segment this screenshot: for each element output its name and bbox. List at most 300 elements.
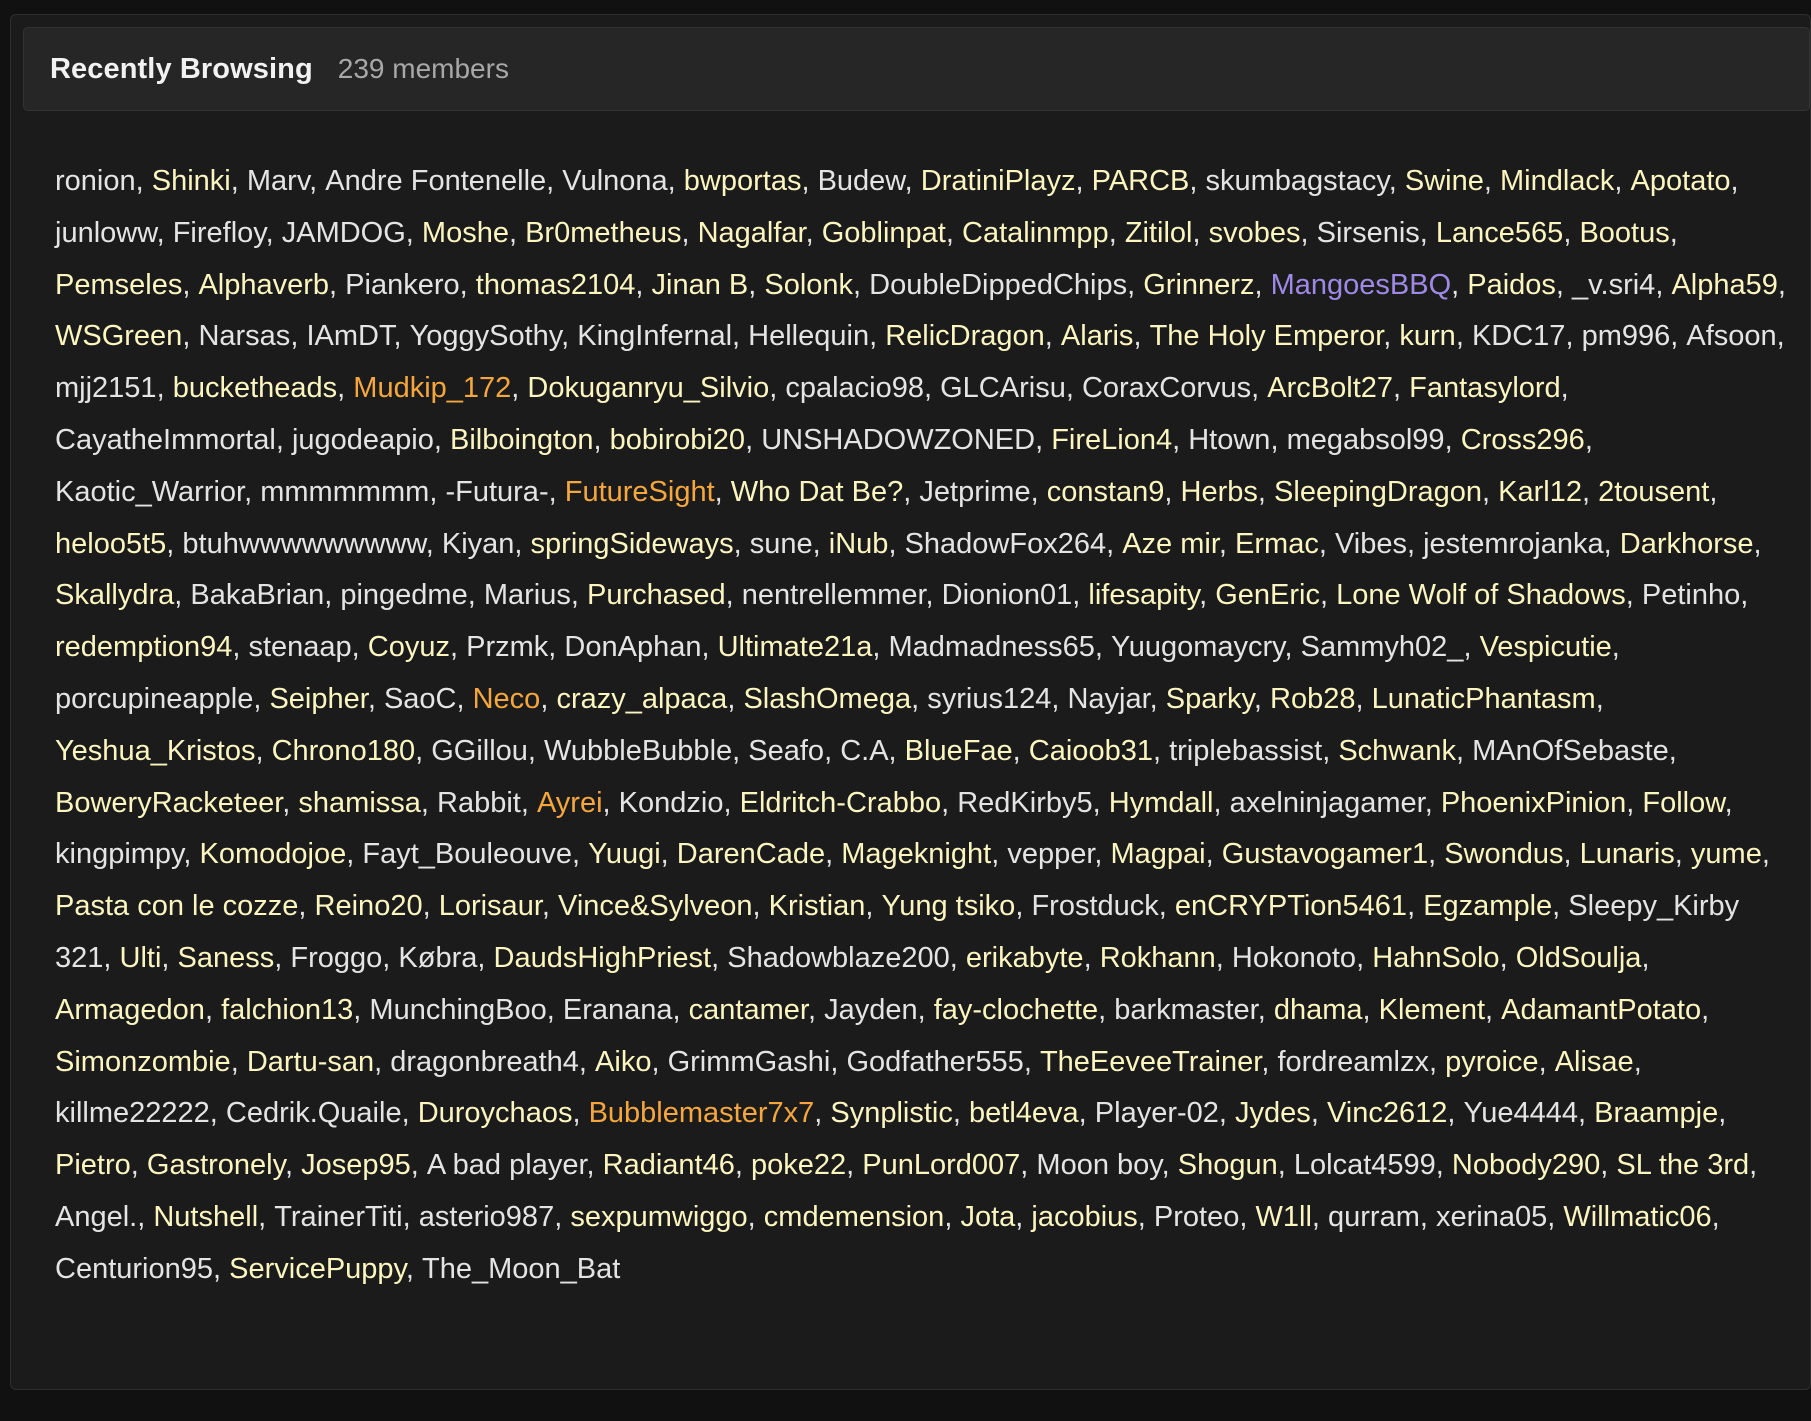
- member-link[interactable]: Jetprime: [919, 475, 1031, 508]
- member-link[interactable]: syrius124: [927, 682, 1052, 715]
- member-list-item: [562, 165, 683, 197]
- member-link[interactable]: Gustavogamer1: [1221, 838, 1429, 871]
- member-list-item: [1267, 372, 1409, 404]
- member-link[interactable]: Cedrik.Quaile: [225, 1097, 402, 1130]
- member-link[interactable]: triplebassist: [1169, 734, 1323, 767]
- member-link[interactable]: Przmk: [466, 631, 549, 664]
- member-link[interactable]: Duroychaos: [417, 1097, 573, 1130]
- member-link[interactable]: Seafo: [748, 734, 825, 767]
- member-link[interactable]: MAnOfSebaste: [1472, 734, 1669, 767]
- member-link[interactable]: Nagalfar: [697, 216, 806, 249]
- member-link[interactable]: Paidos: [1467, 268, 1556, 301]
- member-link[interactable]: Karl12: [1498, 475, 1582, 508]
- member-link[interactable]: The Holy Emperor: [1149, 320, 1384, 353]
- member-link[interactable]: Pemseles: [55, 268, 183, 301]
- member-link[interactable]: Mageknight: [841, 838, 992, 871]
- member-link[interactable]: xerina05: [1436, 1200, 1548, 1233]
- member-link[interactable]: Bootus: [1579, 216, 1670, 249]
- member-link[interactable]: Dionion01: [941, 579, 1073, 612]
- member-link[interactable]: Nutshell: [153, 1200, 259, 1233]
- member-link[interactable]: Swine: [1404, 165, 1484, 197]
- member-link[interactable]: Klement: [1378, 993, 1486, 1026]
- member-link[interactable]: poke22: [750, 1149, 847, 1182]
- member-link[interactable]: Br0metheus: [525, 216, 682, 249]
- member-link[interactable]: GLCArisu: [940, 372, 1066, 405]
- separator: ,: [265, 216, 282, 249]
- member-link[interactable]: ServicePuppy: [229, 1252, 406, 1285]
- member-link[interactable]: skumbagstacy: [1205, 165, 1389, 197]
- member-link[interactable]: RedKirby5: [957, 786, 1093, 819]
- separator: ,: [1164, 475, 1181, 508]
- member-link[interactable]: W1ll: [1255, 1200, 1312, 1233]
- member-list-item: [445, 476, 564, 508]
- member-link[interactable]: PARCB: [1091, 165, 1190, 197]
- member-link[interactable]: YoggySothy: [409, 320, 562, 353]
- member-link[interactable]: MunchingBoo: [369, 993, 547, 1026]
- member-link[interactable]: pyroice: [1445, 1045, 1539, 1078]
- member-link[interactable]: barkmaster: [1114, 993, 1258, 1026]
- member-link[interactable]: Madmadness65: [888, 631, 1095, 664]
- member-link[interactable]: Saness: [177, 941, 275, 974]
- member-link[interactable]: Vibes: [1334, 527, 1407, 560]
- member-link[interactable]: Cross296: [1460, 423, 1585, 456]
- member-list-item: [272, 735, 432, 767]
- member-link[interactable]: A bad player: [426, 1149, 587, 1182]
- separator: ,: [1424, 786, 1441, 819]
- member-link[interactable]: KingInfernal: [577, 320, 733, 353]
- member-link[interactable]: Pietro: [55, 1149, 131, 1182]
- member-link[interactable]: Shadowblaze200: [727, 941, 950, 974]
- member-link[interactable]: Radiant46: [602, 1149, 735, 1182]
- member-link[interactable]: Reino20: [314, 890, 423, 923]
- member-link[interactable]: Jinan B: [651, 268, 749, 301]
- separator: ,: [711, 941, 728, 974]
- member-link[interactable]: Follow: [1642, 786, 1725, 819]
- member-link[interactable]: Sparky: [1165, 682, 1254, 715]
- member-list-item: [1188, 424, 1286, 456]
- member-link[interactable]: Vinc2612: [1326, 1097, 1448, 1130]
- member-link[interactable]: Catalinmpp: [962, 216, 1109, 249]
- member-link[interactable]: MangoesBBQ: [1270, 268, 1452, 301]
- member-link[interactable]: Rob28: [1270, 682, 1356, 715]
- member-link[interactable]: Lunaris: [1579, 838, 1675, 871]
- member-link[interactable]: falchion13: [221, 993, 354, 1026]
- separator: ,: [244, 475, 261, 508]
- member-list-item: [427, 1149, 603, 1181]
- member-link[interactable]: SlashOmega: [743, 682, 912, 715]
- member-link[interactable]: Proteo: [1153, 1200, 1240, 1233]
- member-link[interactable]: Bubblemaster7x7: [588, 1097, 815, 1130]
- member-link[interactable]: CayatheImmortal: [55, 423, 276, 456]
- member-link[interactable]: Willmatic06: [1563, 1200, 1712, 1233]
- member-link[interactable]: Alpha59: [1671, 268, 1778, 301]
- member-link[interactable]: 2tousent: [1598, 475, 1710, 508]
- separator: ,: [511, 372, 528, 405]
- separator: ,: [1108, 216, 1125, 249]
- member-link[interactable]: Godfather555: [846, 1045, 1024, 1078]
- member-list-item: [369, 994, 562, 1026]
- member-link[interactable]: DaudsHighPriest: [493, 941, 712, 974]
- member-link[interactable]: lifesapity: [1088, 579, 1200, 612]
- member-list-item: [274, 1201, 419, 1233]
- member-link[interactable]: Aze mir: [1122, 527, 1219, 560]
- member-link[interactable]: Eldritch-Crabbo: [739, 786, 942, 819]
- separator: ,: [1670, 320, 1687, 353]
- member-link[interactable]: Zitilol: [1124, 216, 1193, 249]
- member-link[interactable]: pingedme: [340, 579, 468, 612]
- member-link[interactable]: LunaticPhantasm: [1371, 682, 1596, 715]
- member-link[interactable]: Swondus: [1444, 838, 1564, 871]
- member-link[interactable]: Sammyh02_: [1300, 631, 1464, 664]
- member-link[interactable]: Hokonoto: [1231, 941, 1357, 974]
- member-link[interactable]: Komodojoe: [199, 838, 347, 871]
- separator: ,: [872, 631, 889, 664]
- member-link[interactable]: Lolcat4599: [1293, 1149, 1436, 1182]
- member-link[interactable]: springSideways: [530, 527, 734, 560]
- member-link[interactable]: Josep95: [301, 1149, 411, 1182]
- member-list-item: [1463, 1097, 1594, 1129]
- member-link[interactable]: _v.sri4: [1572, 268, 1656, 301]
- member-link[interactable]: killme22222: [55, 1097, 210, 1130]
- member-list-item: [1109, 787, 1230, 819]
- member-link[interactable]: axelninjagamer: [1229, 786, 1425, 819]
- separator: ,: [1711, 1200, 1720, 1233]
- member-link[interactable]: PhoenixPinion: [1440, 786, 1627, 819]
- member-link[interactable]: Mudkip_172: [353, 372, 512, 405]
- member-link[interactable]: iNub: [828, 527, 889, 560]
- member-link[interactable]: Narsas: [198, 320, 291, 353]
- member-link[interactable]: ronion: [55, 165, 136, 197]
- member-link[interactable]: ArcBolt27: [1267, 372, 1394, 405]
- member-link[interactable]: Dartu-san: [246, 1045, 375, 1078]
- member-link[interactable]: C.A: [840, 734, 889, 767]
- member-link[interactable]: WSGreen: [55, 320, 183, 353]
- member-link[interactable]: Lance565: [1435, 216, 1564, 249]
- member-link[interactable]: Kiyan: [441, 527, 515, 560]
- member-link[interactable]: Jydes: [1235, 1097, 1311, 1130]
- member-list-item: [1051, 424, 1188, 456]
- member-link[interactable]: Vespicutie: [1479, 631, 1612, 664]
- member-link[interactable]: Mindlack: [1499, 165, 1615, 197]
- member-link[interactable]: junloww: [55, 216, 157, 249]
- member-link[interactable]: mjj2151: [55, 372, 157, 405]
- member-link[interactable]: enCRYPTion5461: [1174, 890, 1408, 923]
- member-link[interactable]: fay-clochette: [933, 993, 1099, 1026]
- member-link[interactable]: Moon boy: [1036, 1149, 1162, 1182]
- member-link[interactable]: yume: [1690, 838, 1762, 871]
- member-link[interactable]: RelicDragon: [885, 320, 1045, 353]
- member-link[interactable]: bwportas: [683, 165, 802, 197]
- member-link[interactable]: Armagedon: [55, 993, 205, 1026]
- separator: ,: [450, 631, 467, 664]
- member-link[interactable]: AdamantPotato: [1501, 993, 1702, 1026]
- member-link[interactable]: Ermac: [1235, 527, 1319, 560]
- member-list-item: [1480, 631, 1620, 663]
- member-link[interactable]: Goblinpat: [821, 216, 946, 249]
- member-link[interactable]: Lone Wolf of Shadows: [1336, 579, 1626, 612]
- member-link[interactable]: sexpumwiggo: [570, 1200, 748, 1233]
- member-link[interactable]: Yuugomaycry: [1110, 631, 1285, 664]
- member-link[interactable]: Coyuz: [367, 631, 450, 664]
- member-link[interactable]: mmmmmmm: [260, 475, 430, 508]
- member-link[interactable]: Pasta con le cozze: [55, 890, 299, 923]
- member-link[interactable]: cpalacio98: [785, 372, 924, 405]
- member-link[interactable]: Firefloy: [172, 216, 266, 249]
- member-link[interactable]: Yeshua_Kristos: [55, 734, 256, 767]
- member-link[interactable]: GrimmGashi: [667, 1045, 831, 1078]
- member-list-item: [398, 942, 493, 974]
- member-link[interactable]: jestemrojanka: [1423, 527, 1604, 560]
- member-link[interactable]: Braampje: [1594, 1097, 1719, 1130]
- member-list-item: [537, 787, 619, 819]
- member-link[interactable]: Chrono180: [271, 734, 416, 767]
- member-link[interactable]: Yung tsiko: [881, 890, 1016, 923]
- separator: ,: [917, 993, 934, 1026]
- member-link[interactable]: Vulnona: [562, 165, 668, 197]
- member-list-item: [1598, 476, 1717, 508]
- separator: ,: [230, 1045, 247, 1078]
- member-link[interactable]: KDC17: [1471, 320, 1566, 353]
- separator: ,: [1565, 320, 1582, 353]
- member-link[interactable]: vepper: [1007, 838, 1095, 871]
- member-link[interactable]: heloo5t5: [55, 527, 167, 560]
- separator: ,: [1749, 1149, 1758, 1182]
- member-link[interactable]: Sleepy_Kirby 321: [55, 890, 1740, 974]
- member-link[interactable]: Fantasylord: [1409, 372, 1561, 405]
- member-link[interactable]: dhama: [1273, 993, 1363, 1026]
- member-link[interactable]: Marv: [246, 165, 310, 197]
- member-link[interactable]: Htown: [1188, 423, 1271, 456]
- member-list-item: [1409, 372, 1569, 404]
- member-link[interactable]: Hymdall: [1108, 786, 1214, 819]
- member-link[interactable]: PunLord007: [862, 1149, 1021, 1182]
- separator: ,: [1626, 786, 1643, 819]
- member-link[interactable]: BakaBrian: [190, 579, 325, 612]
- member-link[interactable]: pm996: [1581, 320, 1671, 353]
- member-link[interactable]: SleepingDragon: [1274, 475, 1483, 508]
- member-link[interactable]: FireLion4: [1051, 423, 1173, 456]
- member-link[interactable]: bobirobi20: [609, 423, 746, 456]
- member-link[interactable]: Ulti: [119, 941, 162, 974]
- member-link[interactable]: Aiko: [595, 1045, 652, 1078]
- member-link[interactable]: UNSHADOWZONED: [761, 423, 1036, 456]
- member-link[interactable]: BlueFae: [904, 734, 1013, 767]
- member-link[interactable]: Fayt_Bouleouve: [362, 838, 572, 871]
- member-link[interactable]: Rabbit: [437, 786, 521, 819]
- member-list-item: [1579, 217, 1677, 249]
- member-link[interactable]: redemption94: [55, 631, 233, 664]
- member-link[interactable]: HahnSolo: [1372, 941, 1500, 974]
- member-link[interactable]: cmdemension: [763, 1200, 945, 1233]
- member-link[interactable]: Centurion95: [55, 1252, 213, 1285]
- separator: ,: [425, 527, 442, 560]
- separator: ,: [459, 268, 476, 301]
- member-link[interactable]: DratiniPlayz: [920, 165, 1076, 197]
- member-list-item: [315, 890, 439, 922]
- member-link[interactable]: IAmDT: [306, 320, 394, 353]
- member-link[interactable]: The_Moon_Bat: [422, 1252, 621, 1285]
- member-link[interactable]: DonAphan: [564, 631, 702, 664]
- member-link[interactable]: Grinnerz: [1143, 268, 1255, 301]
- member-link[interactable]: Solonk: [764, 268, 854, 301]
- member-link[interactable]: fordreamlzx: [1277, 1045, 1429, 1078]
- member-link[interactable]: Kaotic_Warrior: [55, 475, 245, 508]
- member-list-item: [1294, 1149, 1452, 1181]
- member-link[interactable]: Froggo: [290, 941, 383, 974]
- member-link[interactable]: kingpimpy: [55, 838, 184, 871]
- member-list-item: [1111, 838, 1222, 870]
- member-link[interactable]: Egzample: [1423, 890, 1553, 923]
- member-link[interactable]: jacobius: [1031, 1200, 1138, 1233]
- member-link[interactable]: Petinho: [1641, 579, 1741, 612]
- member-link[interactable]: Moshe: [421, 216, 509, 249]
- member-link[interactable]: Hellequin: [748, 320, 870, 353]
- separator: ,: [748, 268, 765, 301]
- separator: ,: [130, 1149, 147, 1182]
- member-link[interactable]: BoweryRacketeer: [55, 786, 283, 819]
- member-link[interactable]: OldSoulja: [1515, 941, 1642, 974]
- member-link[interactable]: Alisae: [1554, 1045, 1634, 1078]
- member-list-item: [570, 1201, 763, 1233]
- member-list-item: [824, 994, 934, 1026]
- member-link[interactable]: sune: [749, 527, 813, 560]
- member-link[interactable]: nentrellemmer: [741, 579, 926, 612]
- member-link[interactable]: Yue4444: [1463, 1097, 1578, 1130]
- member-link[interactable]: Magpai: [1110, 838, 1206, 871]
- member-list-item: [1007, 838, 1110, 870]
- separator: ,: [925, 579, 942, 612]
- member-link[interactable]: cantamer: [688, 993, 808, 1026]
- member-link[interactable]: dragonbreath4: [390, 1045, 579, 1078]
- separator: ,: [1035, 423, 1052, 456]
- member-link[interactable]: Kondzio: [618, 786, 724, 819]
- member-link[interactable]: Vince&Sylveon: [558, 890, 753, 923]
- separator: ,: [1253, 682, 1271, 715]
- member-link[interactable]: Angel.: [55, 1200, 138, 1233]
- member-link[interactable]: Alaris: [1060, 320, 1134, 353]
- member-link[interactable]: Jayden: [824, 993, 918, 1026]
- member-link[interactable]: megabsol99: [1286, 423, 1445, 456]
- member-link[interactable]: JAMDOG: [281, 216, 406, 249]
- member-link[interactable]: SaoC: [383, 682, 457, 715]
- member-link[interactable]: Afsoon: [1686, 320, 1777, 353]
- member-link[interactable]: Ultimate21a: [717, 631, 873, 664]
- member-link[interactable]: svobes: [1208, 216, 1301, 249]
- member-list-item: [761, 424, 1051, 456]
- member-link[interactable]: btuhwwwwwwwww: [182, 527, 426, 560]
- member-link[interactable]: Rokhann: [1099, 941, 1216, 974]
- member-list-item: [55, 476, 260, 508]
- member-link[interactable]: Caioob31: [1028, 734, 1153, 767]
- member-list-item: [1274, 994, 1379, 1026]
- member-link[interactable]: DarenCade: [676, 838, 826, 871]
- member-list-item: [785, 372, 940, 404]
- member-link[interactable]: CoraxCorvus: [1081, 372, 1252, 405]
- member-link[interactable]: Sirsenis: [1316, 216, 1420, 249]
- member-link[interactable]: erikabyte: [965, 941, 1084, 974]
- member-list-item: [152, 165, 247, 197]
- member-list-item: [1501, 994, 1709, 1026]
- member-link[interactable]: Købra: [398, 941, 478, 974]
- member-link[interactable]: Who Dat Be?: [730, 475, 904, 508]
- member-link[interactable]: Budew: [817, 165, 905, 197]
- member-link[interactable]: crazy_alpaca: [556, 682, 728, 715]
- member-link[interactable]: Player-02: [1094, 1097, 1219, 1130]
- member-link[interactable]: jugodeapio: [291, 423, 434, 456]
- member-link[interactable]: Gastronely: [146, 1149, 285, 1182]
- member-link[interactable]: WubbleBubble: [544, 734, 733, 767]
- member-link[interactable]: Apotato: [1630, 165, 1731, 197]
- member-link[interactable]: Marius: [483, 579, 571, 612]
- member-link[interactable]: porcupineapple: [55, 682, 254, 715]
- separator: ,: [1388, 165, 1405, 197]
- member-link[interactable]: DoubleDippedChips: [869, 268, 1128, 301]
- member-link[interactable]: Jota: [960, 1200, 1016, 1233]
- member-link[interactable]: Skallydra: [55, 579, 175, 612]
- member-link[interactable]: GenEric: [1215, 579, 1320, 612]
- member-link[interactable]: ShadowFox264: [904, 527, 1107, 560]
- member-link[interactable]: Yuugi: [588, 838, 661, 871]
- member-link[interactable]: Andre Fontenelle: [325, 165, 547, 197]
- member-link[interactable]: Ayrei: [536, 786, 603, 819]
- member-link[interactable]: shamissa: [298, 786, 421, 819]
- member-link[interactable]: kurn: [1399, 320, 1456, 353]
- member-link[interactable]: -Futura-: [445, 475, 549, 508]
- member-link[interactable]: Frostduck: [1031, 890, 1159, 923]
- member-link[interactable]: Lorisaur: [438, 890, 542, 923]
- member-link[interactable]: Nobody290: [1451, 1149, 1601, 1182]
- member-link[interactable]: Synplistic: [830, 1097, 953, 1130]
- member-link[interactable]: Darkhorse: [1619, 527, 1754, 560]
- member-link[interactable]: Simonzombie: [55, 1045, 231, 1078]
- member-link[interactable]: asterio987: [418, 1200, 555, 1233]
- member-link[interactable]: Neco: [472, 682, 541, 715]
- member-link[interactable]: Shogun: [1177, 1149, 1278, 1182]
- member-link[interactable]: FutureSight: [564, 475, 715, 508]
- member-link[interactable]: Shinki: [151, 165, 231, 197]
- member-link[interactable]: Seipher: [269, 682, 368, 715]
- member-link[interactable]: thomas2104: [475, 268, 636, 301]
- member-link[interactable]: bucketheads: [172, 372, 338, 405]
- member-link[interactable]: qurram: [1328, 1200, 1420, 1233]
- member-link[interactable]: Kristian: [768, 890, 866, 923]
- member-link[interactable]: TrainerTiti: [274, 1200, 403, 1233]
- member-link[interactable]: Eranana: [562, 993, 673, 1026]
- member-link[interactable]: constan9: [1046, 475, 1165, 508]
- member-link[interactable]: betl4eva: [969, 1097, 1079, 1130]
- member-link[interactable]: Piankero: [345, 268, 460, 301]
- member-link[interactable]: Purchased: [586, 579, 726, 612]
- member-link[interactable]: stenaap: [248, 631, 352, 664]
- separator: ,: [161, 941, 178, 974]
- member-list-item: [882, 890, 1032, 922]
- separator: ,: [1094, 631, 1111, 664]
- member-link[interactable]: Alphaverb: [198, 268, 330, 301]
- member-list-item: [764, 1201, 961, 1233]
- member-link[interactable]: Dokuganryu_Silvio: [527, 372, 770, 405]
- member-link[interactable]: TheEeveeTrainer: [1039, 1045, 1262, 1078]
- separator: ,: [1419, 216, 1436, 249]
- member-link[interactable]: Schwank: [1338, 734, 1456, 767]
- separator: ,: [166, 527, 183, 560]
- member-link[interactable]: GGillou: [431, 734, 528, 767]
- member-list-item: [587, 579, 742, 611]
- member-link[interactable]: Herbs: [1180, 475, 1258, 508]
- member-link[interactable]: Bilboington: [449, 423, 594, 456]
- member-link[interactable]: SL the 3rd: [1616, 1149, 1750, 1182]
- member-link[interactable]: Nayjar: [1067, 682, 1150, 715]
- member-list-item: [494, 942, 728, 974]
